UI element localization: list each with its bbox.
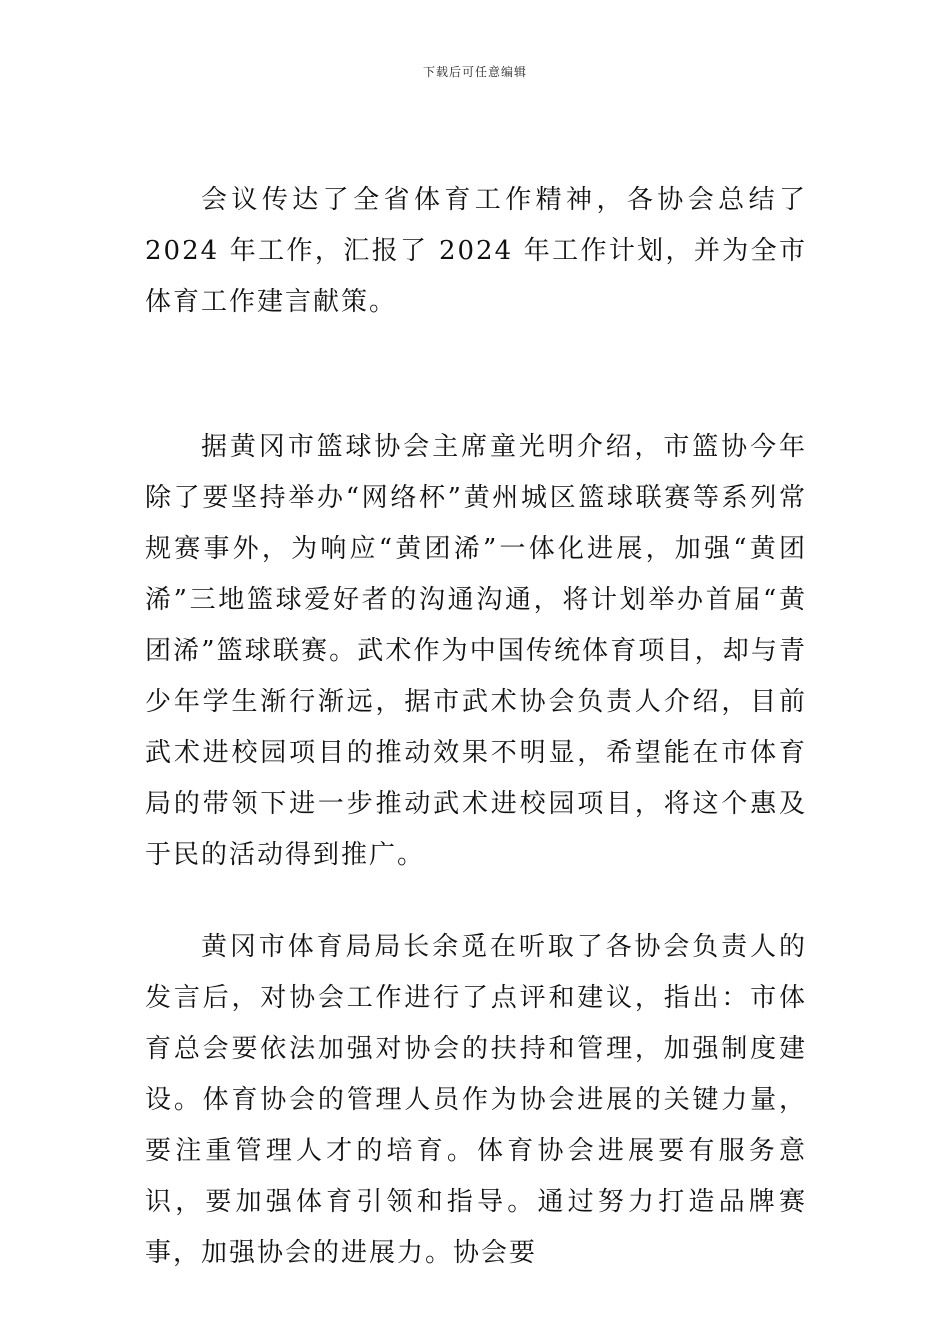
body-paragraph: 会议传达了全省体育工作精神，各协会总结了 2024 年工作，汇报了 2024 年工作计划，并为全市体育工作建言献策。 [145,185,807,317]
header-note: 下载后可任意编辑 [422,65,527,79]
body-paragraph: 据黄冈市篮球协会主席童光明介绍，市篮协今年除了要坚持举办“网络杯”黄州城区篮球联赛等系列常规赛事外，为响应“黄团浠”一体化进展，加强“黄团浠”三地篮球爱好者的沟通沟通，将计划举办首届“黄团浠”篮球联赛。武术作为中国传统体育项目，却与青少年学生渐行渐远，据市武术协会负责人介绍，目前武术进校园项目的推动效果不明显，希望能在市体育局的带领下进一步推动武术进校园项目，将这个惠及于民的活动得到推广。 [145,432,807,870]
body-paragraph: 黄冈市体育局局长余觅在听取了各协会负责人的发言后，对协会工作进行了点评和建议，指出：市体育总会要依法加强对协会的扶持和管理，加强制度建设。体育协会的管理人员作为协会进展的关键力量，要注重管理人才的培育。体育协会进展要有服务意识，要加强体育引领和指导。通过努力打造品牌赛事，加强协会的进展力。协会要 [145,932,807,1268]
